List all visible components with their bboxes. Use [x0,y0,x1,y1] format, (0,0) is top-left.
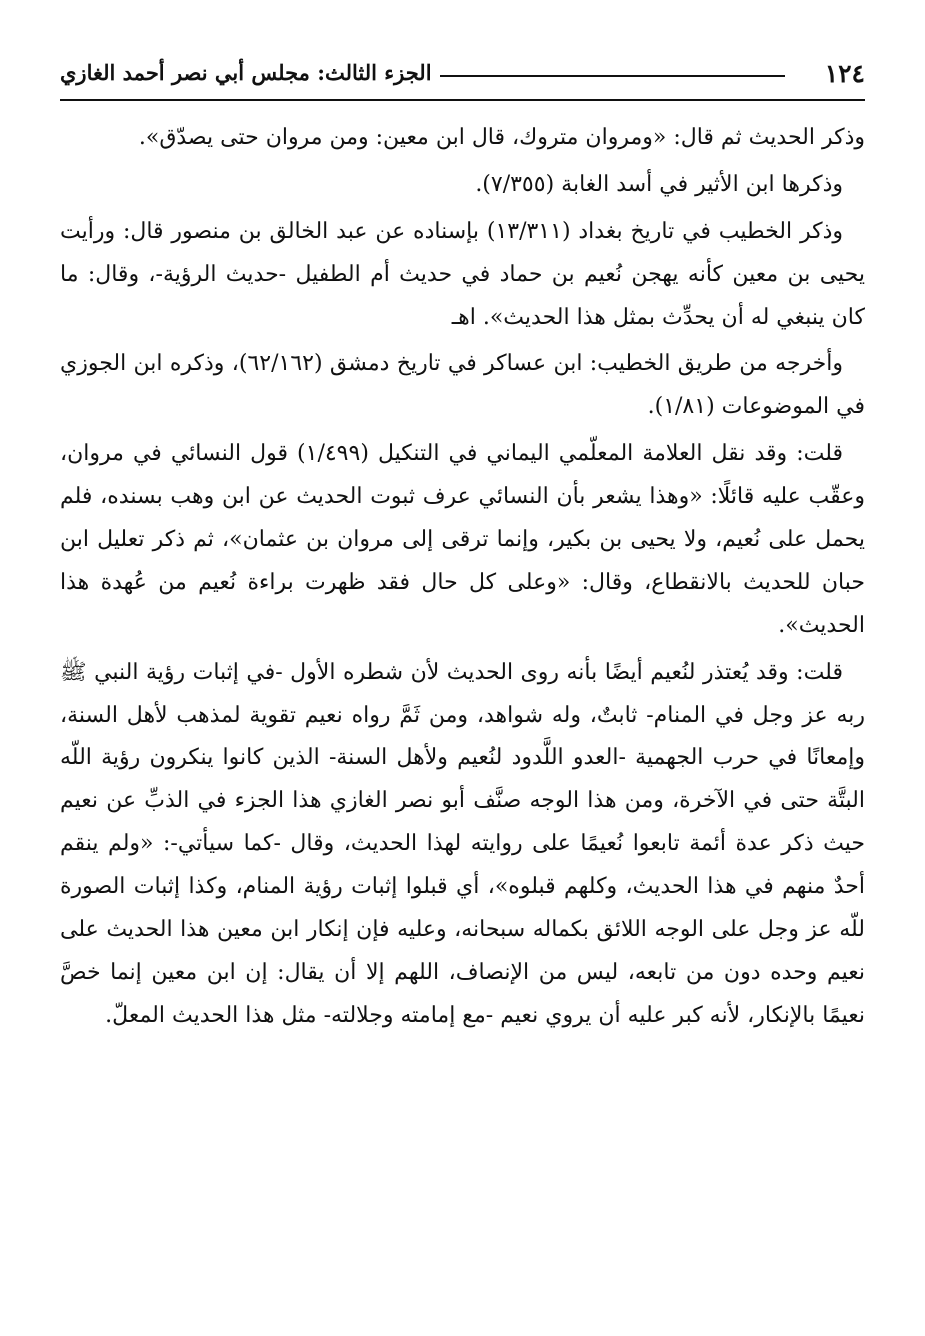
running-title: الجزء الثالث: مجلس أبي نصر أحمد الغازي [60,60,432,85]
paragraph: وذكر الحديث ثم قال: «ومروان متروك، قال ابن معين: ومن مروان حتى يصدّق». [138,125,865,150]
paragraph: وذكرها ابن الأثير في أسد الغابة (٧/٣٥٥). [475,171,843,197]
page-body [60,117,865,1042]
paragraph: وأخرجه من طريق الخطيب: ابن عساكر في تاريخ دمشق (٦٢/١٦٢)، وذكره ابن الجوزي في الموضوعات (١/٨١). [60,351,865,420]
header-rule [440,75,785,77]
page-number: ١٢٤ [824,59,865,88]
paragraph: قلت: وقد نقل العلامة المعلّمي اليماني في التنكيل (١/٤٩٩) قول النسائي في مروان، وعقّب عليه قائلًا: «وهذا يشعر بأن النسائي عرف ثبوت الحديث عن ابن وهب بسنده، فلم يحمل على نُعيم، ولا يحيى بن بكير، وإنما ترقى إلى مروان بن عثمان»، ثم ذكر تعليل ابن حبان للحديث بالانقطاع، وقال: «وعلى كل حال فقد ظهرت براءة نُعيم من عُهدة هذا الحديث». [60,441,865,638]
paragraph: وذكر الخطيب في تاريخ بغداد (١٣/٣١١) بإسناده عن عبد الخالق بن منصور قال: ورأيت يحيى بن معين كأنه يهجن نُعيم بن حماد في حديث أم الطفيل -حديث الرؤية-، وقال: ما كان ينبغي له أن يحدِّث بمثل هذا الحديث». اهـ [60,218,865,330]
page-header [60,55,865,101]
paragraph: قلت: وقد يُعتذر لنُعيم أيضًا بأنه روى الحديث لأن شطره الأول -في إثبات رؤية النبي ﷺ ربه عز وجل في المنام- ثابتٌ، وله شواهد، ومن ثَمَّ رواه نعيم تقوية لمذهب لأهل السنة، وإمعانًا في حرب الجهمية -العدو اللَّدود لنُعيم ولأهل السنة- الذين كانوا ينكرون رؤية اللّه البتَّة حتى في الآخرة، ومن هذا الوجه صنَّف أبو نصر الغازي هذا الجزء في الذبِّ عن نعيم حيث ذكر عدة أئمة تابعوا نُعيمًا على روايته لهذا الحديث، وقال -كما سيأتي-: «ولم ينقم أحدٌ منهم في هذا الحديث، وكلهم قبلوه»، أي قبلوا إثبات رؤية المنام، وكذا إثبات الصورة للّه عز وجل على الوجه اللائق بكماله سبحانه، وعليه فإن إنكار ابن معين هذا الحديث على نعيم وحده دون من تابعه، ليس من الإنصاف، اللهم إلا أن يقال: إن ابن معين إنما خصَّ نعيمًا بالإنكار، لأنه كبر عليه أن يروي نعيم -مع إمامته وجلالته- مثل هذا الحديث المعلّ. [60,659,865,1028]
